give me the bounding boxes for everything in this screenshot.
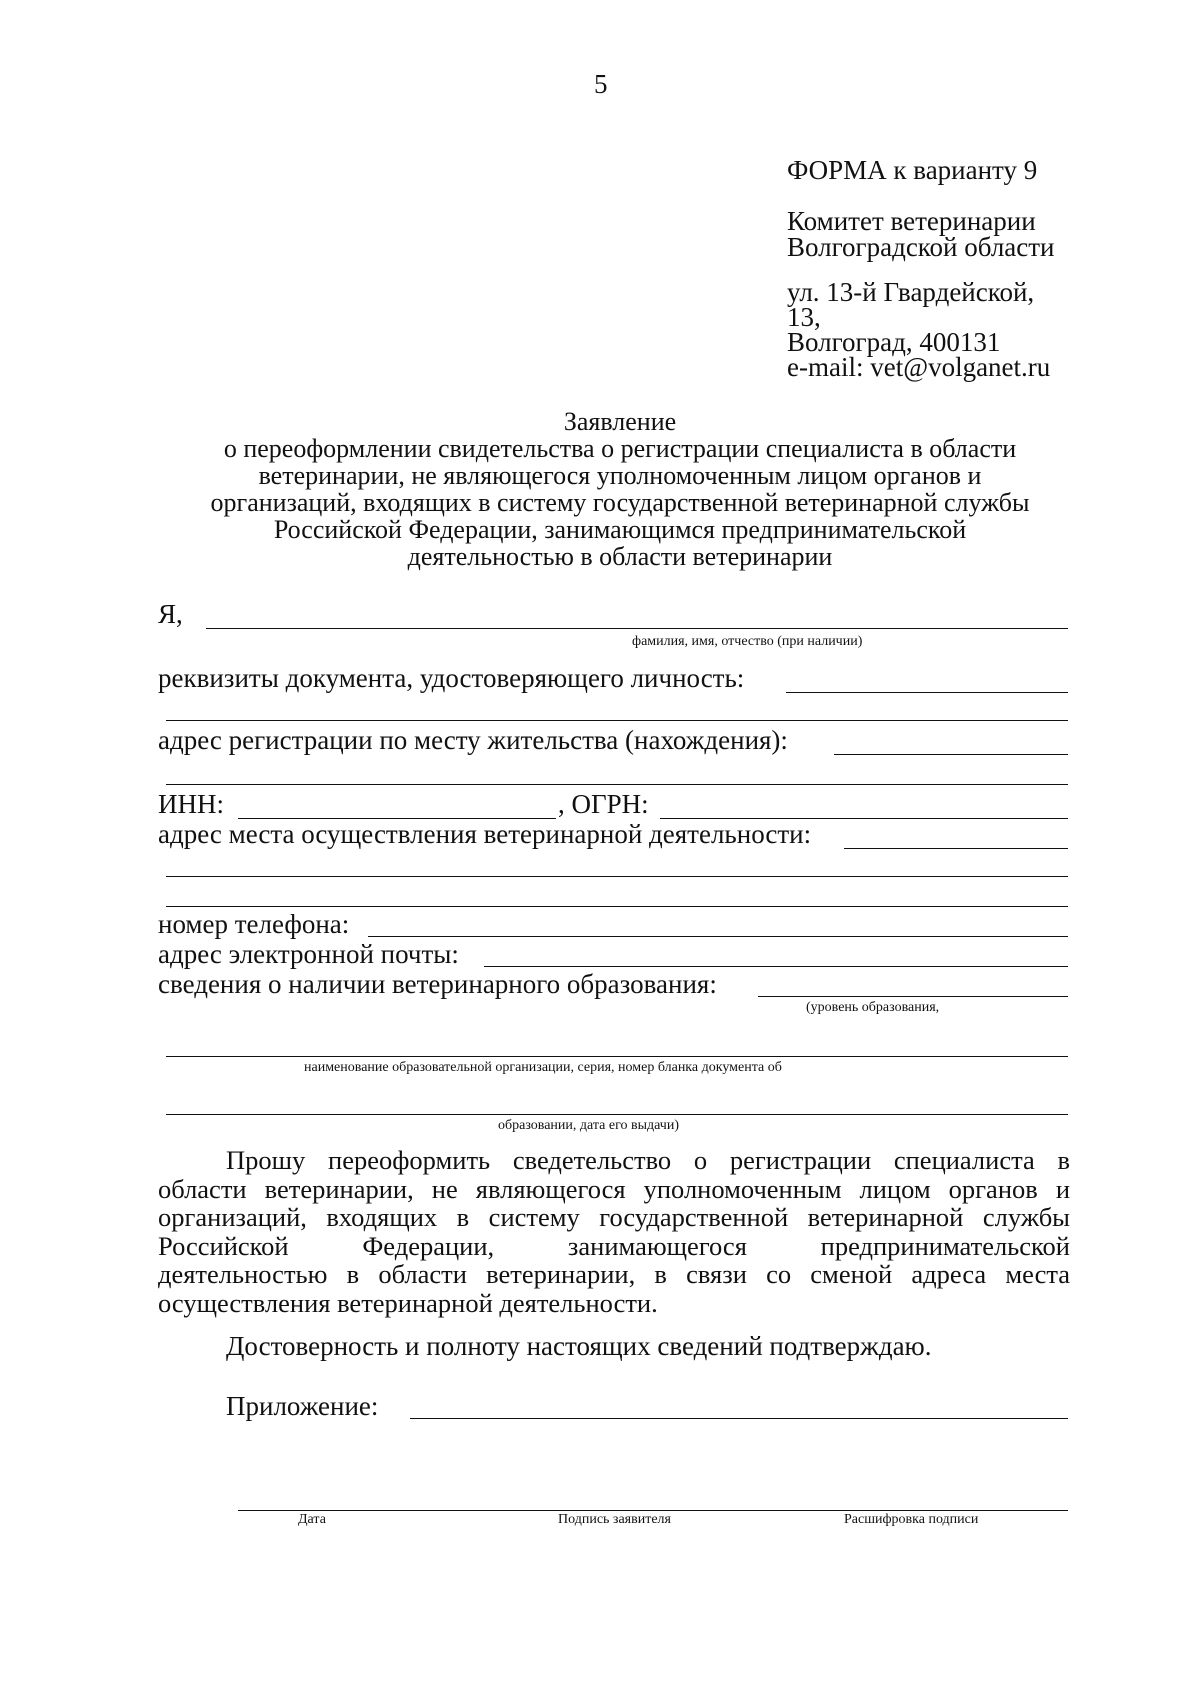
education-input-line[interactable] <box>758 996 1068 997</box>
reg-address-input-line[interactable] <box>834 754 1068 755</box>
paragraph-line: Российской Федерации, занимающегося предпринимательской <box>158 1230 1070 1261</box>
reg-address-input-line-2[interactable] <box>166 784 1068 785</box>
field-label-reg-address: адрес регистрации по месту жительства (нахождения): <box>158 725 788 755</box>
field-label-email: адрес электронной почты: <box>158 939 459 969</box>
title-line: Российской Федерации, занимающимся предпринимательской <box>273 515 967 544</box>
education-hint-date: образовании, дата его выдачи) <box>498 1118 679 1133</box>
field-label-education: сведения о наличии ветеринарного образования: <box>158 969 717 999</box>
field-label-id-document: реквизиты документа, удостоверяющего личность: <box>158 663 745 693</box>
paragraph-line: организаций, входящих в систему государственной ветеринарной службы <box>158 1202 1070 1232</box>
recipient-org-line: Комитет ветеринарии <box>787 206 1036 236</box>
education-hint-organization: наименование образовательной организации, серия, номер бланка документа об <box>304 1060 782 1075</box>
activity-address-input-line[interactable] <box>844 848 1068 849</box>
recipient-address <box>787 277 1087 382</box>
signature-line[interactable] <box>238 1510 1068 1511</box>
title-line: ветеринарии, не являющегося уполномоченным лицом органов и <box>258 461 982 490</box>
signature-decode-label: Расшифровка подписи <box>844 1512 979 1527</box>
id-document-input-line-2[interactable] <box>166 720 1068 721</box>
document-title <box>140 408 1100 570</box>
field-label-inn: ИНН: <box>158 789 224 819</box>
paragraph-line: области ветеринарии, не являющегося уполномоченным лицом органов и <box>158 1173 1070 1204</box>
recipient-org <box>787 208 1087 260</box>
education-input-line-2[interactable] <box>166 1056 1068 1057</box>
activity-address-input-line-3[interactable] <box>166 906 1068 907</box>
education-hint-level: (уровень образования, <box>806 1000 940 1015</box>
title-line: о переоформлении свидетельства о регистрации специалиста в области <box>223 434 1017 463</box>
recipient-email: e-mail: vet@volganet.ru <box>787 352 1051 382</box>
recipient-org-line: Волгоградской области <box>787 232 1055 262</box>
field-label-ogrn: , ОГРН: <box>558 789 649 819</box>
email-input-line[interactable] <box>484 966 1068 967</box>
attachment-label: Приложение: <box>226 1391 379 1421</box>
form-label: ФОРМА к варианту 9 <box>787 155 1038 185</box>
paragraph-line: осуществления ветеринарной деятельности. <box>158 1287 658 1318</box>
page-number: 5 <box>594 69 608 99</box>
paragraph-line: Прошу переоформить сведетельство о регистрации специалиста в <box>226 1145 1070 1175</box>
attachment-input-line[interactable] <box>410 1418 1068 1419</box>
recipient-address-line: ул. 13-й Гвардейской, <box>787 277 1035 307</box>
confirmation-text: Достоверность и полноту настоящих сведений подтверждаю. <box>226 1331 932 1361</box>
signature-sign-label: Подпись заявителя <box>558 1512 671 1527</box>
paragraph-line: деятельностью в области ветеринарии, в связи со сменой адреса места <box>158 1259 1070 1289</box>
request-paragraph <box>158 1146 1070 1317</box>
title-line: организаций, входящих в систему государственной ветеринарной службы <box>210 488 1030 517</box>
activity-address-input-line-2[interactable] <box>166 876 1068 877</box>
id-document-input-line[interactable] <box>786 692 1068 693</box>
field-label-activity-address: адрес места осуществления ветеринарной деятельности: <box>158 819 812 849</box>
phone-input-line[interactable] <box>368 936 1068 937</box>
fio-hint: фамилия, имя, отчество (при наличии) <box>632 634 863 649</box>
education-input-line-3[interactable] <box>166 1114 1068 1115</box>
recipient-address-line: 13, <box>787 302 821 332</box>
field-label-phone: номер телефона: <box>158 909 350 939</box>
fio-input-line[interactable] <box>206 628 1068 629</box>
title-line: деятельностью в области ветеринарии <box>407 542 833 571</box>
title-heading: Заявление <box>563 407 677 436</box>
recipient-address-line: Волгоград, 400131 <box>787 327 1001 357</box>
signature-date-label: Дата <box>298 1512 326 1527</box>
field-label-ya: Я, <box>158 599 183 629</box>
